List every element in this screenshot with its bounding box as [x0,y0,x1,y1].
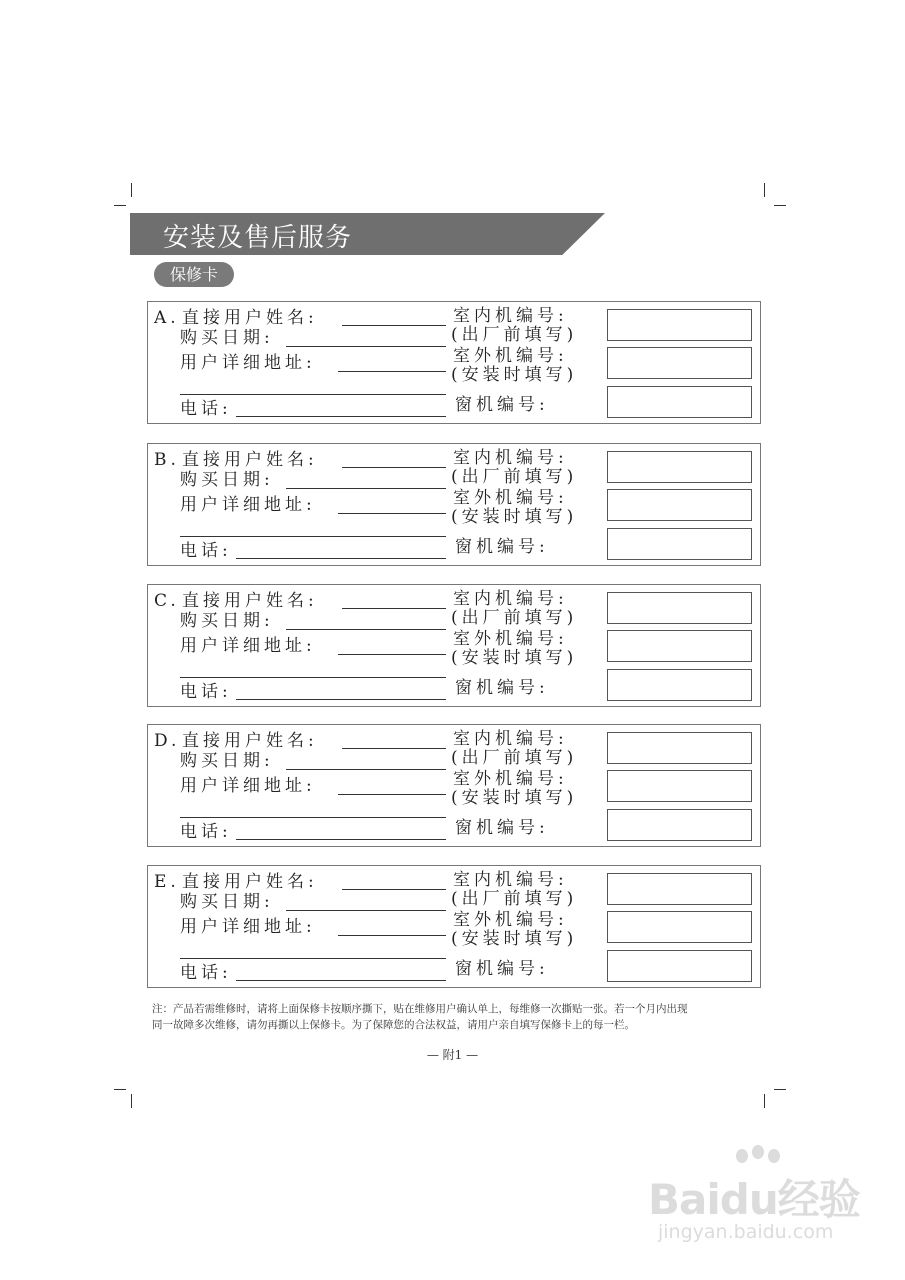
address-line-2[interactable] [180,394,446,395]
indoor-note: (出厂前填写) [451,748,578,768]
window-number-box[interactable] [607,528,752,560]
paw-icon [768,1149,780,1163]
name-line[interactable] [342,467,446,468]
outdoor-note: (安装时填写) [451,648,578,668]
card-letter: A. [154,308,180,328]
address-label: 用户详细地址: [180,776,316,796]
date-label: 购买日期: [180,328,274,348]
name-line[interactable] [342,748,446,749]
date-line[interactable] [286,346,446,347]
page-number: — 附1 — [426,1048,479,1062]
indoor-number-box[interactable] [607,451,752,483]
outdoor-note: (安装时填写) [451,507,578,527]
name-label: 直接用户姓名: [182,731,318,751]
window-number-box[interactable] [607,809,752,841]
outdoor-label: 室外机编号: [453,346,568,366]
crop-mark [764,1094,765,1108]
indoor-number-box[interactable] [607,873,752,905]
address-line-2[interactable] [180,677,446,678]
indoor-number-box[interactable] [607,732,752,764]
indoor-label: 室内机编号: [453,448,568,468]
section-label: 保修卡 [154,262,234,287]
address-label: 用户详细地址: [180,495,316,515]
phone-label: 电话: [180,822,232,842]
warranty-card [147,301,761,424]
name-label: 直接用户姓名: [182,591,318,611]
address-line-2[interactable] [180,817,446,818]
date-label: 购买日期: [180,751,274,771]
window-label: 窗机编号: [455,678,549,698]
indoor-number-box[interactable] [607,309,752,341]
warranty-card [147,865,761,988]
card-letter: E. [154,872,180,892]
paw-icon [736,1149,748,1163]
indoor-note: (出厂前填写) [451,467,578,487]
indoor-note: (出厂前填写) [451,608,578,628]
card-letter: D. [154,731,181,751]
date-label: 购买日期: [180,611,274,631]
phone-label: 电话: [180,399,232,419]
window-number-box[interactable] [607,950,752,982]
crop-mark [131,183,132,197]
warranty-card [147,724,761,847]
indoor-note: (出厂前填写) [451,325,578,345]
date-label: 购买日期: [180,470,274,490]
outdoor-note: (安装时填写) [451,365,578,385]
address-line-2[interactable] [180,958,446,959]
outdoor-note: (安装时填写) [451,929,578,949]
outdoor-number-box[interactable] [607,489,752,521]
name-line[interactable] [342,608,446,609]
phone-line[interactable] [236,980,446,981]
watermark-logo: Baidu经验 [648,1175,860,1224]
footnote-line: 同一故障多次维修，请勿再撕以上保修卡。为了保障您的合法权益，请用户亲自填写保修卡上的每一栏。 [152,1019,635,1031]
crop-mark [114,1089,126,1090]
crop-mark [764,183,765,197]
name-line[interactable] [342,889,446,890]
watermark-url: jingyan.baidu.com [658,1221,834,1243]
outdoor-number-box[interactable] [607,347,752,379]
date-line[interactable] [286,488,446,489]
card-letter: B. [154,450,180,470]
address-label: 用户详细地址: [180,917,316,937]
window-label: 窗机编号: [455,959,549,979]
address-line[interactable] [338,654,446,655]
watermark [640,1145,880,1255]
name-label: 直接用户姓名: [182,450,318,470]
phone-line[interactable] [236,839,446,840]
footnote-line: 注：产品若需维修时，请将上面保修卡按顺序撕下，贴在维修用户确认单上，每维修一次撕贴一张。若一个月内出现 [152,1003,688,1015]
indoor-label: 室内机编号: [453,870,568,890]
crop-mark [131,1094,132,1108]
crop-mark [774,1089,786,1090]
outdoor-label: 室外机编号: [453,910,568,930]
address-line[interactable] [338,935,446,936]
window-number-box[interactable] [607,669,752,701]
outdoor-label: 室外机编号: [453,488,568,508]
name-label: 直接用户姓名: [182,308,318,328]
date-line[interactable] [286,769,446,770]
indoor-number-box[interactable] [607,592,752,624]
window-label: 窗机编号: [455,818,549,838]
outdoor-note: (安装时填写) [451,788,578,808]
indoor-label: 室内机编号: [453,729,568,749]
date-line[interactable] [286,910,446,911]
name-label: 直接用户姓名: [182,872,318,892]
phone-label: 电话: [180,963,232,983]
address-line[interactable] [338,371,446,372]
phone-label: 电话: [180,541,232,561]
paw-icon [752,1145,764,1159]
address-label: 用户详细地址: [180,636,316,656]
outdoor-label: 室外机编号: [453,629,568,649]
card-letter: C. [154,591,180,611]
warranty-card [147,584,761,707]
window-label: 窗机编号: [455,537,549,557]
outdoor-number-box[interactable] [607,911,752,943]
address-label: 用户详细地址: [180,353,316,373]
phone-line[interactable] [236,558,446,559]
window-number-box[interactable] [607,386,752,418]
page-title: 安装及售后服务 [163,223,353,253]
window-label: 窗机编号: [455,395,549,415]
date-label: 购买日期: [180,892,274,912]
crop-mark [774,205,786,206]
outdoor-number-box[interactable] [607,630,752,662]
indoor-label: 室内机编号: [453,589,568,609]
phone-line[interactable] [236,699,446,700]
indoor-label: 室内机编号: [453,306,568,326]
name-line[interactable] [342,325,446,326]
phone-label: 电话: [180,682,232,702]
address-line-2[interactable] [180,536,446,537]
crop-mark [114,205,126,206]
phone-line[interactable] [236,416,446,417]
outdoor-number-box[interactable] [607,770,752,802]
footnote [152,1001,752,1033]
address-line[interactable] [338,513,446,514]
warranty-card [147,443,761,566]
outdoor-label: 室外机编号: [453,769,568,789]
date-line[interactable] [286,629,446,630]
indoor-note: (出厂前填写) [451,889,578,909]
address-line[interactable] [338,794,446,795]
